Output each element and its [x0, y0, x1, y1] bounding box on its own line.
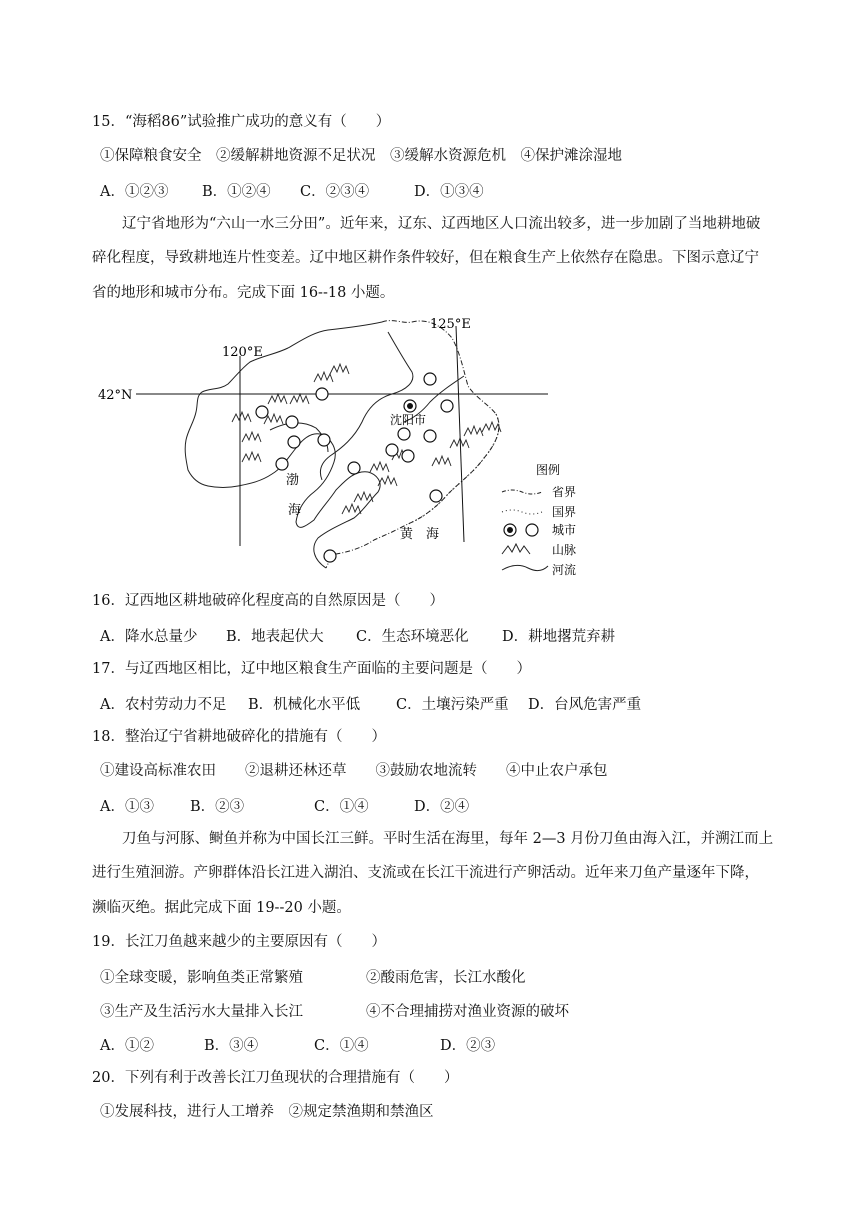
- passage2-line-3: 濒临灭绝。据此完成下面 19--20 小题。: [92, 900, 351, 916]
- legend-mountain: 山脉: [552, 543, 577, 557]
- capital-city-marker: [404, 400, 416, 412]
- coastline: [185, 322, 382, 568]
- mountains: [232, 364, 501, 514]
- q17-option-b: B．机械化水平低: [248, 697, 361, 713]
- q19-item-4: ④不合理捕捞对渔业资源的破坏: [366, 1004, 569, 1020]
- legend-province: 省界: [552, 485, 577, 499]
- bohai-label-2: 海: [288, 503, 302, 518]
- passage1-line-3: 省的地形和城市分布。完成下面 16--18 小题。: [92, 285, 395, 301]
- passage1-line-2: 碎化程度，导致耕地连片性变差。辽中地区耕作条件较好，但在粮食生产上依然存在隐患。下图示意辽宁: [92, 250, 759, 266]
- q20-stem: 20．下列有利于改善长江刀鱼现状的合理措施有（ ）: [92, 1070, 459, 1086]
- q16-option-b: B．地表起伏大: [226, 629, 324, 645]
- legend-title: 图例: [536, 463, 561, 477]
- q18-option-a: A．①③: [100, 799, 154, 815]
- q20-items: ①发展科技，进行人工增养 ②规定禁渔期和禁渔区: [100, 1104, 434, 1120]
- q15-option-b: B．①②④: [202, 184, 271, 200]
- q17-option-d: D．台风危害严重: [528, 697, 642, 713]
- legend-city: 城市: [552, 523, 577, 537]
- liaoning-map: [92, 312, 612, 576]
- lon-120-label: 120°E: [222, 345, 263, 360]
- q16-option-c: C．生态环境恶化: [356, 629, 469, 645]
- q19-option-b: B．③④: [204, 1038, 259, 1054]
- q15-option-c: C．②③④: [300, 184, 370, 200]
- q17-stem: 17．与辽西地区相比，辽中地区粮食生产面临的主要问题是（ ）: [92, 661, 531, 677]
- q18-option-c: C．①④: [314, 799, 369, 815]
- q17-option-c: C．土壤污染严重: [396, 697, 509, 713]
- national-border: [408, 414, 499, 524]
- q16-stem: 16．辽西地区耕地破碎化程度高的自然原因是（ ）: [92, 593, 444, 609]
- q16-option-a: A．降水总量少: [100, 629, 198, 645]
- lat-42-label: 42°N: [98, 388, 133, 403]
- passage2-line-1: 刀鱼与河豚、鲥鱼并称为中国长江三鲜。平时生活在海里，每年 2—3 月份刀鱼由海入江，并溯江而上: [122, 831, 774, 847]
- bohai-label-1: 渤: [286, 473, 300, 488]
- q19-item-3: ③生产及生活污水大量排入长江: [100, 1004, 303, 1020]
- huanghai-label: 黄 海: [400, 527, 440, 542]
- passage1-line-1: 辽宁省地形为“六山一水三分田”。近年来，辽东、辽西地区人口流出较多，进一步加剧了当地耕地破: [122, 216, 761, 232]
- q18-items: ①建设高标准农田 ②退耕还林还草 ③鼓励农地流转 ④中止农户承包: [100, 763, 608, 779]
- q19-option-c: C．①④: [314, 1038, 369, 1054]
- q15-stem: 15．“海稻86”试验推广成功的意义有（ ）: [92, 114, 391, 130]
- lon-125-label: 125°E: [430, 317, 471, 332]
- q15-items: ①保障粮食安全 ②缓解耕地资源不足状况 ③缓解水资源危机 ④保护滩涂湿地: [100, 148, 622, 164]
- q19-option-d: D．②③: [440, 1038, 496, 1054]
- shenyang-label: 沈阳市: [390, 413, 427, 427]
- legend-river: 河流: [552, 563, 577, 576]
- legend-country: 国界: [552, 505, 577, 519]
- q18-option-b: B．②③: [190, 799, 245, 815]
- q19-stem: 19．长江刀鱼越来越少的主要原因有（ ）: [92, 934, 386, 950]
- q17-option-a: A．农村劳动力不足: [100, 697, 227, 713]
- q18-option-d: D．②④: [414, 799, 470, 815]
- q19-item-1: ①全球变暖，影响鱼类正常繁殖: [100, 970, 303, 986]
- map-legend: [502, 462, 576, 576]
- q19-item-2: ②酸雨危害，长江水酸化: [366, 970, 526, 986]
- q18-stem: 18．整治辽宁省耕地破碎化的措施有（ ）: [92, 729, 386, 745]
- q15-option-d: D．①③④: [414, 184, 484, 200]
- q15-option-a: A．①②③: [100, 184, 169, 200]
- q19-option-a: A．①②: [100, 1038, 154, 1054]
- q16-option-d: D．耕地撂荒弃耕: [502, 629, 616, 645]
- passage2-line-2: 进行生殖洄游。产卵群体沿长江进入湖泊、支流或在长江干流进行产卵活动。近年来刀鱼产量逐年下降，: [92, 865, 759, 881]
